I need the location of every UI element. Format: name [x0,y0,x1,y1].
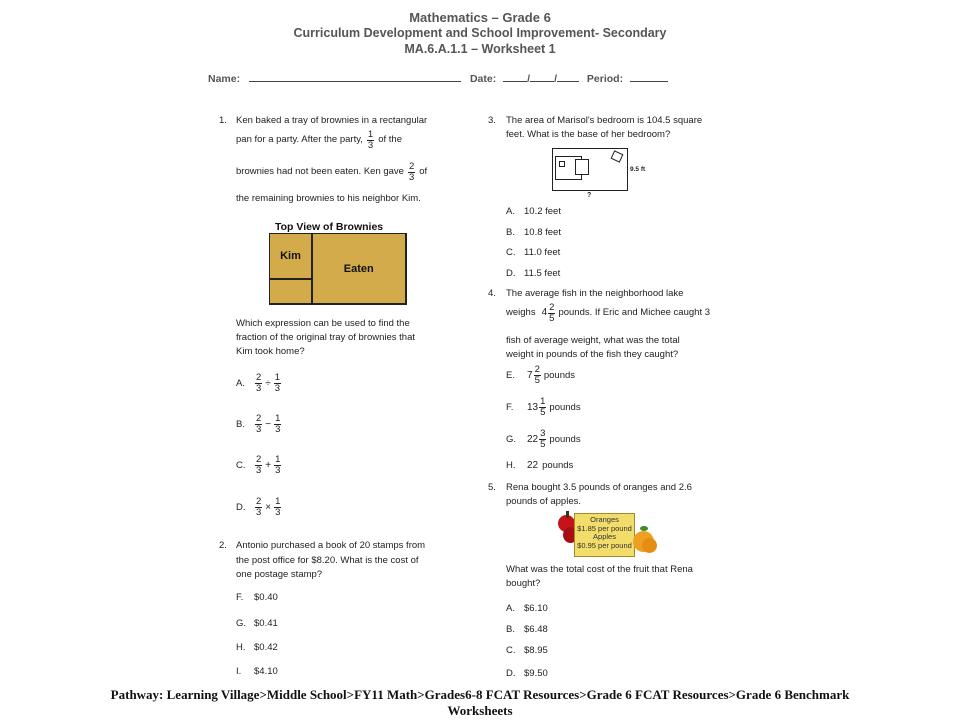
numerator: 1 [275,413,281,424]
option-text: 11.0 feet [524,247,561,258]
answer-option-a[interactable] [236,373,282,393]
fraction [367,130,374,150]
denominator: 3 [256,382,262,394]
fraction [255,455,262,475]
option-text: $0.42 [254,642,278,653]
option-letter: G. [506,433,517,445]
question-text: The average fish in the neighborhood lake [506,288,684,299]
option-letter: H. [506,460,516,471]
fraction [274,497,281,517]
option-text: $6.48 [524,624,548,635]
numerator: 2 [256,454,262,465]
answer-option-h[interactable] [506,460,573,471]
option-letter: C. [506,247,516,258]
numerator: 3 [540,428,546,439]
answer-option-a[interactable] [506,206,561,217]
fraction [255,373,262,393]
option-text: 10.2 feet [524,206,561,217]
unit-label: pounds [543,369,576,381]
fraction [534,365,541,385]
question-text-part: pan for a party. After the party, [236,134,363,146]
option-letter: A. [236,377,245,389]
numerator: 2 [256,413,262,424]
question-number: 4. [488,288,496,299]
numerator: 2 [256,496,262,507]
question-text-part: brownies had not been eaten. Ken gave [236,166,404,178]
sign-line: Oranges [590,515,619,524]
answer-option-h[interactable] [236,642,278,653]
date-month-blank [503,72,527,82]
name-blank [249,72,461,82]
fraction [539,397,546,417]
question-text: feet. What is the base of her bedroom? [506,129,671,140]
numerator: 2 [256,372,262,383]
worksheet-subject-title: Mathematics – Grade 6 [409,10,551,25]
option-letter: C. [236,459,246,471]
date-year-blank [557,72,579,82]
question-text: Rena bought 3.5 pounds of oranges and 2.6 [506,482,692,493]
answer-option-d[interactable] [506,268,560,279]
question-number: 5. [488,482,496,493]
denominator: 5 [540,406,546,418]
period-blank [630,72,668,82]
numerator: 2 [534,364,540,375]
question-prompt: Which expression can be used to find the [236,318,410,329]
fraction [274,373,281,393]
sign-line: Apples [593,532,616,542]
option-text: $9.50 [524,668,548,679]
orange-icon [642,538,657,553]
option-text: 10.8 feet [524,227,561,238]
date-slash: / [554,73,557,85]
operator: ÷ [265,377,271,389]
question-text [236,130,402,150]
question-text: Ken baked a tray of brownies in a rectangular [236,115,428,126]
answer-option-e[interactable] [506,365,575,385]
option-letter: D. [506,668,516,679]
numerator: 1 [275,454,281,465]
mixed-whole: 22 [527,460,539,471]
nightstand-shape [575,159,589,175]
option-letter: D. [506,268,516,279]
denominator: 3 [256,423,262,435]
pillow-shape [559,161,565,167]
option-text: $0.41 [254,618,278,629]
question-text: the remaining brownies to his neighbor Kim. [236,193,421,204]
date-day-blank [530,72,554,82]
option-letter: D. [236,501,246,513]
numerator: 1 [275,496,281,507]
answer-option-d[interactable] [236,497,282,517]
option-letter: C. [506,645,516,656]
pathway-footer [0,687,960,718]
answer-option-f[interactable] [506,397,581,417]
numerator: 2 [549,302,555,313]
numerator: 1 [274,372,281,383]
option-letter: H. [236,642,246,653]
sign-line: $0.95 per pound [577,540,632,550]
bedroom-floorplan [552,148,628,191]
pathway-line: Pathway: Learning Village>Middle School>FY11 Math>Grades6-8 FCAT Resources>Grade 6 FCAT Resources>Grade 6 Benchmark [110,687,850,702]
answer-option-c[interactable] [506,645,548,656]
denominator: 3 [408,171,415,183]
option-letter: F. [506,401,514,413]
question-prompt: fraction of the original tray of brownies that [236,332,416,343]
fraction [408,162,415,182]
question-text-part: weighs [506,307,536,319]
question-prompt: Kim took home? [236,346,305,357]
option-letter: I. [236,666,242,677]
denominator: 5 [534,374,540,386]
fraction [539,429,546,449]
option-letter: G. [236,618,247,629]
question-number: 3. [488,115,496,126]
question-text-part: of the [378,134,402,146]
mixed-whole: 22 [527,433,539,445]
question-text: fish of average weight, what was the total [506,335,680,346]
question-number: 1. [219,115,227,126]
base-unknown-label: ? [587,192,592,199]
fraction [255,414,262,434]
unit-label: pounds [549,433,581,445]
denominator: 3 [275,423,281,435]
answer-option-i[interactable] [236,666,278,677]
name-label: Name: [208,73,241,85]
operator: − [265,418,272,430]
answer-option-g[interactable] [506,429,581,449]
date-slash: / [527,73,531,85]
denominator: 3 [256,506,262,518]
fraction [274,414,281,434]
option-letter: B. [506,624,515,635]
date-label: Date: [469,73,497,85]
option-text: $8.95 [524,645,548,656]
answer-option-b[interactable] [506,624,548,635]
numerator: 2 [408,161,415,172]
answer-option-g[interactable] [236,618,278,629]
chair-shape [611,150,624,162]
question-text: Antonio purchased a book of 20 stamps from [236,540,426,551]
denominator: 3 [256,464,262,476]
answer-option-d[interactable] [506,668,548,679]
option-text: 11.5 feet [524,268,561,279]
operator: + [265,459,272,471]
denominator: 3 [274,382,281,394]
question-text [506,303,710,323]
sign-line: $1.85 per pound [577,523,632,533]
figure-title: Top View of Brownies [275,221,384,233]
orange-leaf-icon [640,526,648,531]
period-label: Period: [586,73,624,85]
numerator: 1 [540,396,546,407]
worksheet-benchmark: MA.6.A.1.1 – Worksheet 1 [404,42,556,56]
eaten-label: Eaten [343,262,374,275]
option-letter: B. [236,418,245,430]
question-prompt: bought? [506,578,541,589]
denominator: 3 [367,139,374,151]
option-letter: A. [506,603,515,614]
answer-option-b[interactable] [506,227,561,238]
kim-label: Kim [280,250,301,262]
kim-section [269,233,313,280]
fraction [255,497,262,517]
mixed-whole: 4 [541,307,548,318]
option-letter: A. [506,206,515,217]
unit-label: pounds [542,460,574,471]
unit-label: pounds [549,401,581,413]
question-number: 2. [219,540,227,551]
answer-option-c[interactable] [236,455,282,475]
pathway-line: Worksheets [447,702,513,718]
side-length-label: 9.5 ft [630,166,646,173]
operator: × [265,501,272,513]
mixed-whole: 7 [527,369,533,381]
denominator: 5 [549,312,555,324]
question-text [236,162,427,182]
price-sign [574,513,635,557]
eaten-section [311,233,407,305]
option-text: $6.10 [524,603,548,614]
fraction [548,303,555,323]
denominator: 5 [540,438,546,450]
option-text: $4.10 [254,666,278,677]
denominator: 3 [275,506,281,518]
question-text-part: pounds. If Eric and Michee caught 3 [558,307,711,319]
question-text: weight in pounds of the fish they caught? [506,349,679,360]
question-text: The area of Marisol's bedroom is 104.5 square [506,115,703,126]
denominator: 3 [275,464,281,476]
question-text-part: of [419,166,428,178]
answer-option-a[interactable] [506,603,548,614]
answer-option-b[interactable] [236,414,282,434]
option-letter: F. [236,592,244,603]
fraction [274,455,281,475]
mixed-whole: 13 [527,401,539,413]
student-info-line [208,72,668,85]
question-text: pounds of apples. [506,496,582,507]
answer-option-f[interactable] [236,592,278,603]
option-letter: B. [506,227,515,238]
apple-stem-icon [566,511,569,518]
option-letter: E. [506,369,515,381]
numerator: 1 [367,129,374,140]
worksheet-department: Curriculum Development and School Improvement- Secondary [293,26,667,40]
answer-option-c[interactable] [506,247,560,258]
question-text: the post office for $8.20. What is the cost of [236,555,419,566]
brownie-pan [269,233,406,304]
question-prompt: What was the total cost of the fruit that Rena [506,564,693,575]
remaining-section [269,278,313,305]
option-text: $0.40 [254,592,278,603]
question-text: one postage stamp? [236,569,323,580]
